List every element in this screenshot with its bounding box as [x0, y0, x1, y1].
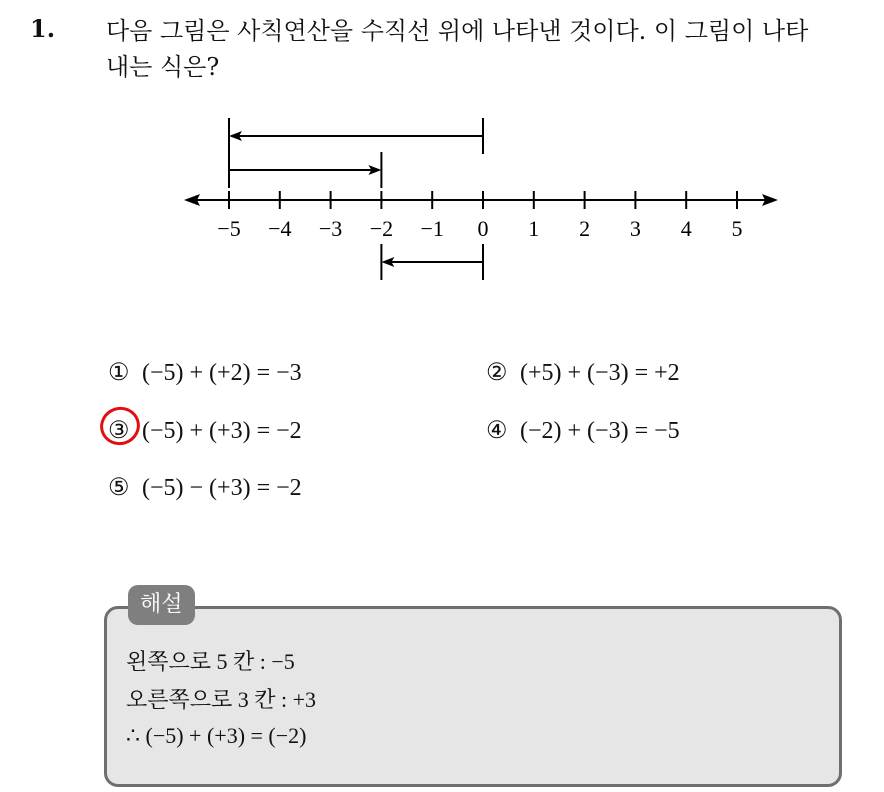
solution-line-3: ∴ (−5) + (+3) = (−2)	[126, 723, 307, 748]
choice-2[interactable]	[486, 358, 680, 387]
tick-label: 5	[731, 216, 743, 241]
choice-2-expr: (+5) + (−3) = +2	[520, 360, 680, 386]
tick-label: 4	[680, 216, 692, 241]
choice-4[interactable]	[486, 416, 680, 445]
tick-label: 3	[629, 216, 641, 241]
tick-label: 1	[528, 216, 540, 241]
tick-label: −2	[369, 216, 394, 241]
choice-3-expr: (−5) + (+3) = −2	[142, 418, 302, 444]
choice-4-mark: ④	[486, 418, 508, 444]
tick-label: 0	[477, 216, 489, 241]
question-number: 1.	[30, 14, 56, 43]
choice-1-expr: (−5) + (+2) = −3	[142, 360, 302, 386]
solution-line-2: 오른쪽으로 3 칸 : +3	[126, 687, 317, 712]
solution-badge: 해설	[128, 585, 195, 625]
choice-5-mark: ⑤	[108, 475, 130, 501]
tick-label: −4	[268, 216, 292, 241]
choice-1-mark: ①	[108, 360, 130, 386]
operation-arrow	[381, 244, 483, 280]
tick-label: −1	[420, 216, 444, 241]
choice-4-expr: (−2) + (−3) = −5	[520, 418, 680, 444]
tick-label: −3	[318, 216, 343, 241]
choice-3-mark: ③	[108, 418, 130, 444]
choice-5-expr: (−5) − (+3) = −2	[142, 475, 302, 501]
number-line-diagram	[0, 0, 884, 300]
operation-arrow	[229, 152, 381, 188]
question-text-line2: 내는 식은?	[106, 53, 220, 81]
solution-line-1: 왼쪽으로 5 칸 : −5	[126, 649, 295, 674]
tick-label: 2	[579, 216, 591, 241]
operation-arrow	[229, 118, 483, 154]
choice-1[interactable]	[108, 358, 302, 387]
choice-5[interactable]	[108, 473, 302, 502]
choice-2-mark: ②	[486, 360, 508, 386]
tick-label: −5	[217, 216, 241, 241]
question-text-line1: 다음 그림은 사칙연산을 수직선 위에 나타낸 것이다. 이 그림이 나타	[106, 17, 809, 45]
